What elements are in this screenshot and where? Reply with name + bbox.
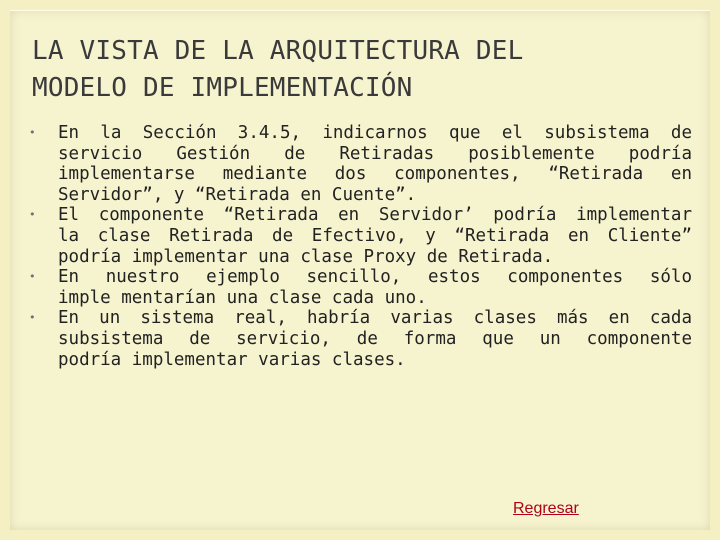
- title-line-2: MODELO DE IMPLEMENTACIÓN: [32, 73, 413, 103]
- bullet-dot-icon: •: [29, 311, 36, 325]
- bullet-line: implementarse mediante dos componentes, “Retirada en: [58, 164, 692, 185]
- bullet-text: [58, 205, 692, 267]
- bullet-list: [26, 123, 692, 370]
- bullet-item-2: [26, 205, 692, 267]
- bullet-dot-icon: •: [29, 208, 36, 222]
- bullet-item-3: [26, 267, 692, 308]
- frame-highlight: [10, 10, 710, 11]
- slide-title: [32, 33, 702, 107]
- back-link[interactable]: Regresar: [513, 500, 579, 517]
- bullet-line: En la Sección 3.4.5, indicarnos que el subsistema de: [58, 123, 692, 143]
- bullet-item-1: [26, 123, 692, 205]
- bullet-line: imple mentarían una clase cada uno.: [58, 287, 427, 308]
- bullet-line: Servidor”, y “Retirada en Cuente”.: [58, 184, 417, 205]
- bullet-line: subsistema de servicio, de forma que un componente: [58, 328, 692, 349]
- bullet-text: [58, 267, 692, 308]
- bullet-text: [58, 308, 692, 370]
- bullet-line: podría implementar varias clases.: [58, 349, 406, 370]
- title-line-1: LA VISTA DE LA ARQUITECTURA DEL: [32, 36, 524, 66]
- bullet-line: El componente “Retirada en Servidor’ podría implementar: [58, 205, 692, 226]
- bullet-line: En nuestro ejemplo sencillo, estos componentes sólo: [58, 267, 692, 288]
- bullet-line: En un sistema real, habría varias clases más en cada: [58, 308, 692, 329]
- bullet-text: [58, 123, 692, 205]
- bullet-dot-icon: •: [29, 126, 36, 139]
- bullet-line: podría implementar una clase Proxy de Retirada.: [58, 246, 554, 267]
- bullet-line: la clase Retirada de Efectivo, y “Retirada en Cliente”: [58, 225, 692, 246]
- bullet-dot-icon: •: [29, 270, 36, 284]
- bullet-item-4: [26, 308, 692, 370]
- bullet-line: servicio Gestión de Retiradas posiblemente podría: [58, 143, 692, 164]
